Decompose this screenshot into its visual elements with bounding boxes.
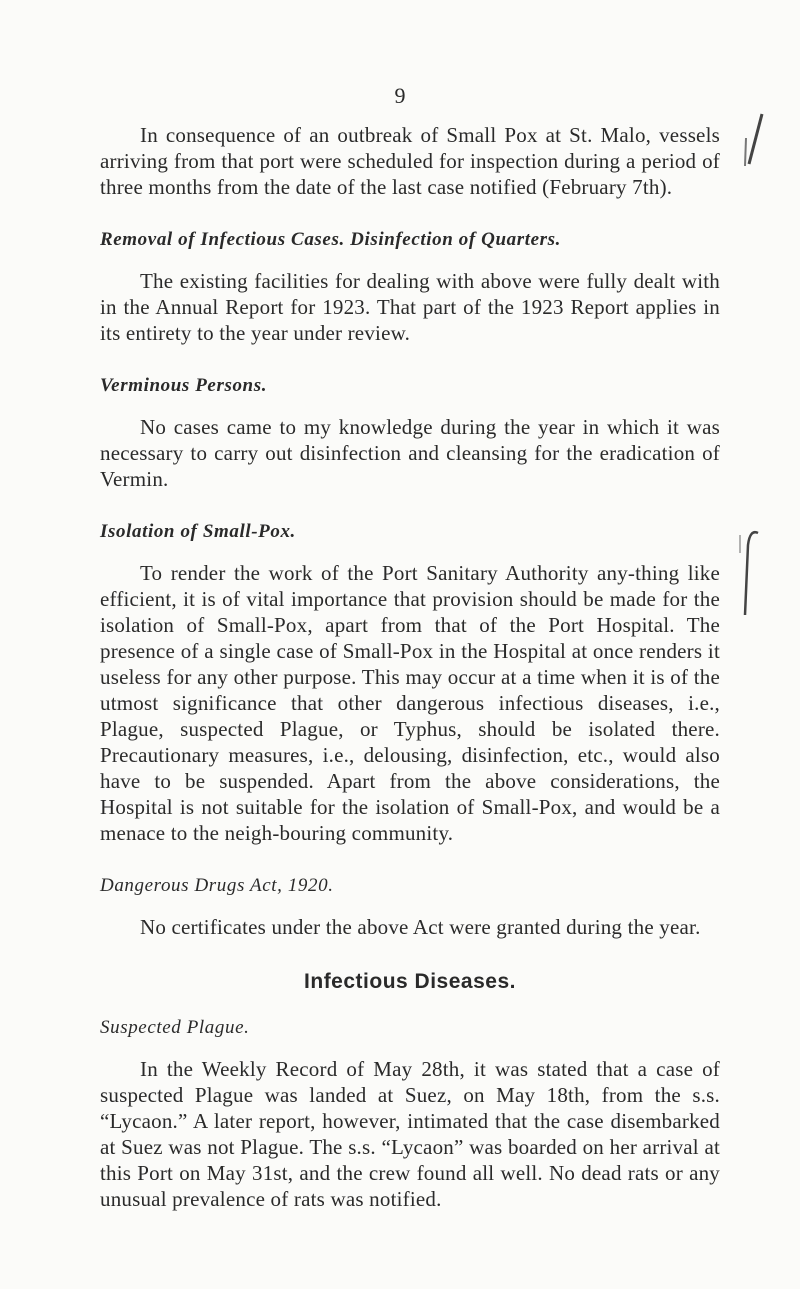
heading-removal-of-infectious-cases: Removal of Infectious Cases. Disinfection of Quarters. xyxy=(100,229,561,250)
section-title-infectious-diseases: Infectious Diseases. xyxy=(304,970,516,993)
paragraph-dangerous-drugs: No certificates under the above Act were granted during the year. xyxy=(140,915,701,939)
paragraph-verminous-persons: No cases came to my knowledge during the year in which it was necessary to carry out disinfection and cleansing for the eradication of Vermin. xyxy=(100,415,720,491)
page-content xyxy=(100,122,720,1212)
paragraph-existing-facilities: The existing facilities for dealing with above were fully dealt with in the Annual Report for 1923. That part of the 1923 Report applies in its entirety to the year under review. xyxy=(100,269,720,345)
heading-dangerous-drugs-act: Dangerous Drugs Act, 1920. xyxy=(100,875,334,896)
heading-verminous-persons: Verminous Persons. xyxy=(100,375,268,396)
margin-mark-middle xyxy=(736,525,766,625)
heading-suspected-plague: Suspected Plague. xyxy=(100,1017,250,1038)
margin-mark-top xyxy=(740,110,770,170)
paragraph-small-pox-st-malo: In consequence of an outbreak of Small Pox at St. Malo, vessels arriving from that port were scheduled for inspection during a period of three months from the date of the last case notified (February 7th). xyxy=(100,123,720,199)
paragraph-suspected-plague: In the Weekly Record of May 28th, it was stated that a case of suspected Plague was landed at Suez, on May 18th, from the s.s. “Lycaon.” A later report, however, intimated that the case disembarked at Suez was not Plague. The s.s. “Lycaon” was boarded on her arrival at this Port on May 31st, and the crew found all well. No dead rats or any unusual prevalence of rats was notified. xyxy=(100,1057,720,1211)
heading-isolation-of-small-pox: Isolation of Small-Pox. xyxy=(100,521,296,542)
paragraph-isolation-of-small-pox: To render the work of the Port Sanitary Authority any-thing like efficient, it is of vital importance that provision should be made for the isolation of Small-Pox, apart from that of the Port Hospital. The presence of a single case of Small-Pox in the Hospital at once renders it useless for any other purpose. This may occur at a time when it is of the utmost significance that other dangerous infectious diseases, i.e., Plague, suspected Plague, or Typhus, should be isolated there. Precautionary measures, i.e., delousing, disinfection, etc., would also have to be suspended. Apart from the above considerations, the Hospital is not suitable for the isolation of Small-Pox, and would be a menace to the neigh-bouring community. xyxy=(100,561,720,845)
page-number: 9 xyxy=(394,83,406,108)
